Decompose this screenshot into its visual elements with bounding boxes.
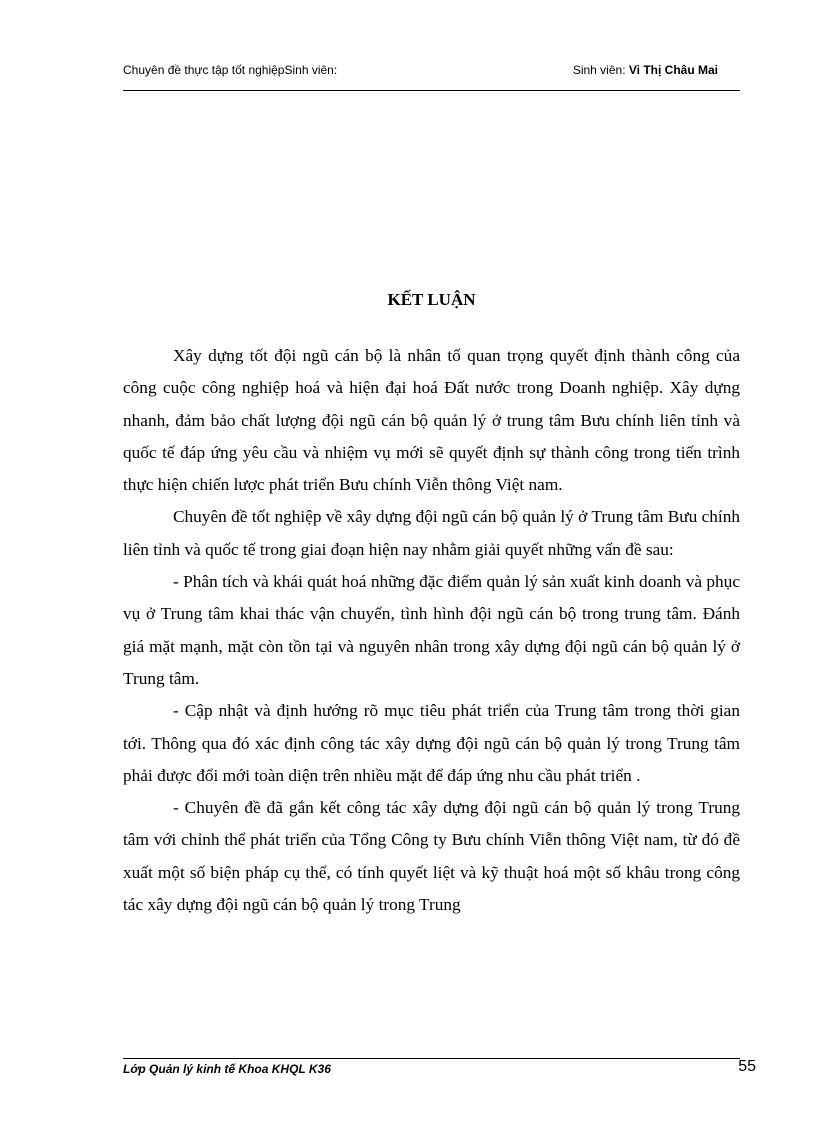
body-text [123,340,740,921]
paragraph-4: - Cập nhật và định hướng rõ mục tiêu phát triển của Trung tâm trong thời gian tới. Thông qua đó xác định công tác xây dựng đội ngũ cán bộ quản lý trong Trung tâm phải được đổi mới toàn diện trên nhiều mặt để đáp ứng nhu cầu phát triển . [123,701,740,785]
paragraph-3: - Phân tích và khái quát hoá những đặc điểm quản lý sản xuất kinh doanh và phục vụ ở Trung tâm khai thác vận chuyển, tình hình đội ngũ cán bộ trong trung tâm. Đánh giá mặt mạnh, mặt còn tồn tại và nguyên nhân trong xây dựng đội ngũ cán bộ quản lý ở Trung tâm. [123,572,740,688]
header-divider [123,90,740,91]
paragraph-1: Xây dựng tốt đội ngũ cán bộ là nhân tố quan trọng quyết định thành công của công cuộc công nghiệp hoá và hiện đại hoá Đất nước trong Doanh nghiệp. Xây dựng nhanh, đảm bảo chất lượng đội ngũ cán bộ quản lý ở trung tâm Bưu chính liên tỉnh và quốc tế đáp ứng yêu cầu và nhiệm vụ mới sẽ quyết định sự thành công trong tiến trình thực hiện chiến lược phát triển Bưu chính Viễn thông Việt nam. [123,346,740,495]
header-student-label: Sinh viên: [572,63,629,77]
header-student-name: Vi Thị Châu Mai [628,63,718,77]
page-title: KẾT LUẬN [387,290,476,309]
footer-divider [123,1058,740,1059]
paragraph-5: - Chuyên đề đã gắn kết công tác xây dựng đội ngũ cán bộ quản lý trong Trung tâm với chỉnh thể phát triển của Tổng Công ty Bưu chính Viễn thông Việt nam, từ đó đề xuất một số biện pháp cụ thể, có tính quyết liệt và kỹ thuật hoá một số khâu trong công tác xây dựng đội ngũ cán bộ quản lý trong Trung [123,798,740,915]
header-left-text: Chuyên đề thực tập tốt nghiệpSinh viên: [123,63,338,77]
footer-class-text: Lớp Quản lý kinh tế Khoa KHQL K36 [123,1062,331,1076]
header-right-text [573,63,718,77]
paragraph-2: Chuyên đề tốt nghiệp về xây dựng đội ngũ cán bộ quản lý ở Trung tâm Bưu chính liên tỉnh và quốc tế trong giai đoạn hiện nay nhằm giải quyết những vấn đề sau: [123,507,740,559]
page-number: 55 [738,1058,756,1075]
